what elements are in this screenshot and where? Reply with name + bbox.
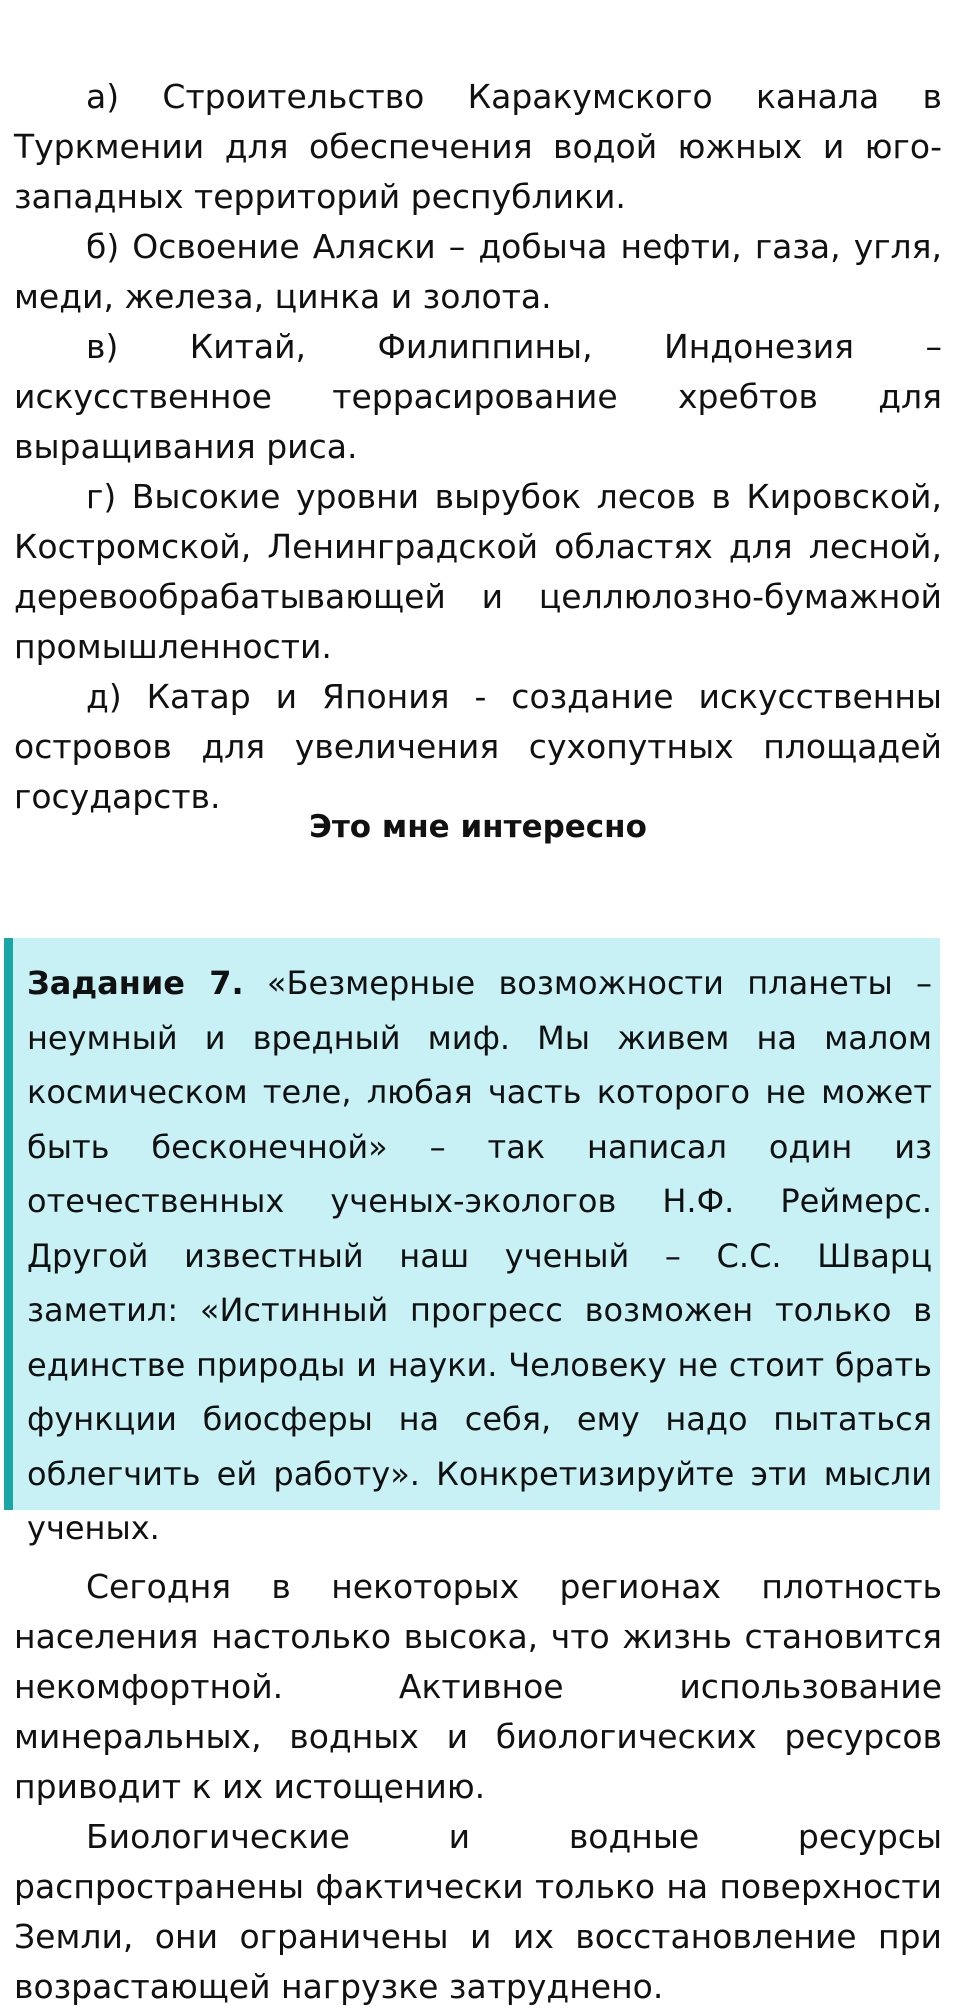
answer-item-b: б) Освоение Аляски – добыча нефти, газа, угля, меди, железа, цинка и золота.	[14, 227, 942, 316]
task-text	[27, 956, 932, 1556]
answer-item-a: а) Строительство Каракумского канала в Туркмении для обеспечения водой южных и юго-западных территорий республики.	[14, 77, 942, 216]
answer-item-d: г) Высокие уровни вырубок лесов в Кировской, Костромской, Ленинградской областях для лесной, деревообрабатывающей и целлюлозно-бумажной промышленности.	[14, 477, 942, 666]
task-box	[4, 938, 940, 1547]
answer-list	[14, 72, 942, 822]
body-paragraph-2: Биологические и водные ресурсы распространены фактически только на поверхности Земли, они ограничены и их восстановление при возрастающей нагрузке затруднено.	[14, 1817, 942, 2006]
section-title: Это мне интересно	[309, 809, 647, 845]
body-text	[14, 1562, 942, 2012]
task-label: Задание 7.	[27, 964, 244, 1002]
body-paragraph-1: Сегодня в некоторых регионах плотность населения настолько высока, что жизнь становится некомфортной. Активное использование минеральных, водных и биологических ресурсов приводит к их истощению.	[14, 1567, 942, 1806]
task-body: «Безмерные возможности планеты – неумный и вредный миф. Мы живем на малом космическом теле, любая часть которого не может быть бесконечной» – так написал один из отечественных ученых-экологов Н.Ф. Реймерс. Другой известный наш ученый – С.С. Шварц заметил: «Истинный прогресс возможен только в единстве природы и науки. Человеку не стоит брать функции биосферы на себя, ему надо пытаться облегчить ей работу». Конкретизируйте эти мысли ученых.	[27, 964, 932, 1547]
answer-item-e: д) Катар и Япония - создание искусственны островов для увеличения сухопутных площадей государств.	[14, 677, 942, 816]
answer-item-c: в) Китай, Филиппины, Индонезия – искусственное террасирование хребтов для выращивания риса.	[14, 327, 942, 466]
